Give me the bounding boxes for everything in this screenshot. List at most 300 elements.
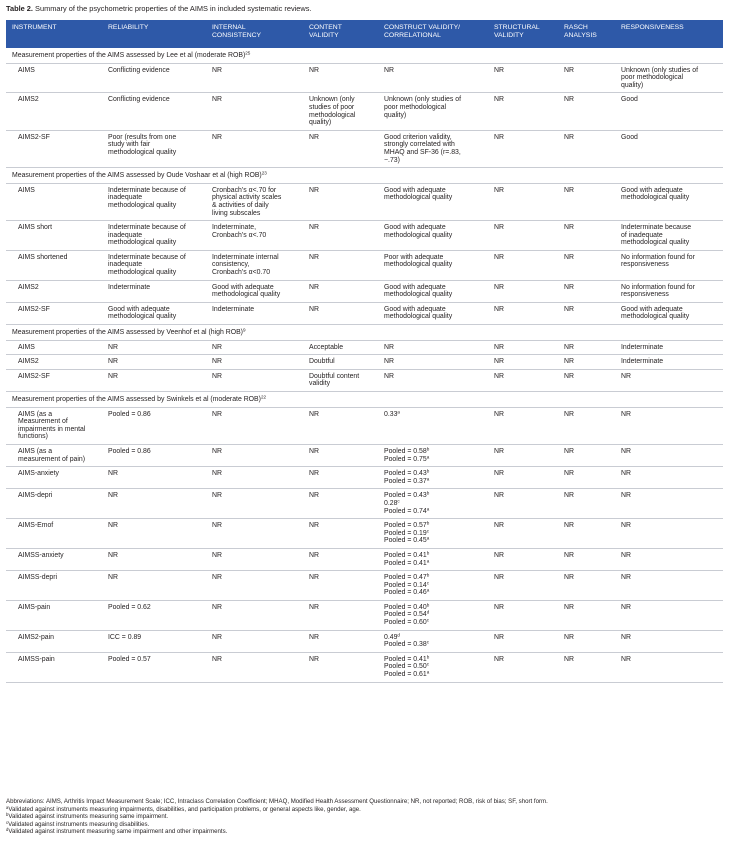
cell-construct-validity — [378, 130, 488, 167]
cell-rasch-analysis — [558, 130, 615, 167]
cell-text: Good — [621, 133, 638, 141]
table-header — [6, 20, 723, 48]
cell-text: NR — [494, 186, 504, 194]
cell-text: AIMS — [18, 343, 35, 351]
correlation-value: Pooled = 0.60 — [384, 619, 427, 627]
footnote-mark: a — [6, 804, 9, 810]
cell-text: NR — [621, 551, 631, 559]
cell-content-validity — [303, 489, 378, 519]
correlation-value: 0.28 — [384, 499, 398, 507]
table-row — [6, 302, 723, 324]
cell-text: NR — [212, 655, 222, 663]
cell-reliability — [102, 630, 206, 652]
cell-text: AIMSS-depri — [18, 574, 58, 582]
cell-construct-validity — [378, 467, 488, 489]
cell-responsiveness — [615, 340, 723, 355]
cell-text: NR — [564, 66, 574, 74]
section-title-cell — [6, 168, 723, 184]
cell-instrument — [6, 93, 102, 130]
cell-structural-validity — [488, 600, 558, 630]
correlation-value-line — [384, 456, 482, 464]
cell-text: NR — [212, 343, 222, 351]
cell-instrument — [6, 130, 102, 167]
table-row — [6, 652, 723, 682]
cell-instrument — [6, 63, 102, 93]
cell-text: NR — [564, 133, 574, 141]
cell-internal-consistency — [206, 571, 303, 601]
cell-text: Unknown (only studies of poor methodological quality) — [384, 96, 461, 119]
correlation-value: Pooled = 0.43 — [384, 492, 427, 500]
footnote-marker: b — [426, 490, 430, 496]
cell-instrument — [6, 519, 102, 549]
footnote-text: Validated against instruments measuring impairments, disabilities, and participation problems, or general aspects like, gender, age. — [8, 805, 361, 813]
cell-rasch-analysis — [558, 519, 615, 549]
cell-text: NR — [494, 551, 504, 559]
cell-text: AIMS — [18, 186, 35, 194]
cell-rasch-analysis — [558, 467, 615, 489]
table-row — [6, 130, 723, 167]
correlation-value: Pooled = 0.43 — [384, 470, 427, 478]
cell-text: NR — [494, 492, 504, 500]
cell-content-validity — [303, 183, 378, 220]
cell-text: NR — [494, 96, 504, 104]
cell-instrument — [6, 407, 102, 444]
section-header-row — [6, 392, 723, 408]
table-row — [6, 467, 723, 489]
cell-instrument — [6, 183, 102, 220]
section-title: Measurement properties of the AIMS assessed by Veenhof et al (high ROB) — [12, 329, 243, 337]
cell-reliability — [102, 280, 206, 302]
cell-text: NR — [108, 343, 118, 351]
header-instrument: INSTRUMENT — [6, 20, 102, 48]
correlation-value: Pooled = 0.41 — [384, 655, 427, 663]
cell-construct-validity — [378, 183, 488, 220]
correlation-value: Pooled = 0.46 — [384, 589, 427, 597]
cell-text: Indeterminate — [621, 343, 664, 351]
footnote-marker: c — [426, 639, 430, 645]
correlation-value: 0.33 — [384, 410, 398, 418]
cell-text: NR — [564, 492, 574, 500]
cell-text: Conflicting evidence — [108, 96, 170, 104]
cell-reliability — [102, 93, 206, 130]
table-row — [6, 571, 723, 601]
cell-reliability — [102, 250, 206, 280]
correlation-value-line — [384, 641, 482, 649]
cell-text: AIMS2 — [18, 358, 39, 366]
cell-text: Cronbach’s α<.70 for physical activity scales & activities of daily living subscales — [212, 186, 282, 217]
cell-text: AIMS2-SF — [18, 372, 50, 380]
cell-content-validity — [303, 221, 378, 251]
cell-text: AIMS shortened — [18, 253, 68, 261]
footnote-marker: a — [426, 535, 430, 541]
cell-text: NR — [309, 447, 319, 455]
cell-responsiveness — [615, 548, 723, 570]
cell-structural-validity — [488, 630, 558, 652]
cell-text: Indeterminate because of inadequate methodological quality — [108, 253, 186, 277]
correlation-value-line — [384, 522, 482, 530]
correlation-value: 0.49 — [384, 633, 398, 641]
cell-structural-validity — [488, 302, 558, 324]
cell-text: NR — [564, 655, 574, 663]
cell-text: NR — [564, 96, 574, 104]
cell-text: NR — [212, 372, 222, 380]
cell-instrument — [6, 444, 102, 466]
section-title-cell — [6, 392, 723, 408]
cell-text: Pooled = 0.86 — [108, 447, 151, 455]
cell-text: AIMS — [18, 66, 35, 74]
cell-responsiveness — [615, 467, 723, 489]
cell-responsiveness — [615, 444, 723, 466]
cell-internal-consistency — [206, 444, 303, 466]
cell-text: NR — [564, 186, 574, 194]
cell-text: Indeterminate, Cronbach’s α<.70 — [212, 224, 267, 239]
cell-construct-validity — [378, 652, 488, 682]
cell-reliability — [102, 183, 206, 220]
table-row — [6, 444, 723, 466]
correlation-value-line — [384, 671, 482, 679]
cell-rasch-analysis — [558, 369, 615, 391]
footnote-mark: c — [6, 819, 9, 825]
section-title: Measurement properties of the AIMS assessed by Swinkels et al (moderate ROB) — [12, 396, 261, 403]
correlation-value-line — [384, 508, 482, 516]
cell-internal-consistency — [206, 340, 303, 355]
header-rasch-analysis: RASCH ANALYSIS — [558, 20, 615, 48]
cell-text: NR — [564, 551, 574, 559]
cell-text: NR — [494, 410, 504, 418]
footnote-marker: a — [426, 476, 430, 482]
cell-text: Unknown (only studies of poor methodological quality) — [621, 66, 698, 89]
cell-text: NR — [621, 574, 631, 582]
cell-text: NR — [309, 574, 319, 582]
cell-text: NR — [309, 551, 319, 559]
cell-rasch-analysis — [558, 548, 615, 570]
footnote-marker: a — [426, 587, 430, 593]
cell-instrument — [6, 221, 102, 251]
cell-responsiveness — [615, 489, 723, 519]
cell-construct-validity — [378, 280, 488, 302]
cell-internal-consistency — [206, 130, 303, 167]
cell-content-validity — [303, 63, 378, 93]
cell-construct-validity — [378, 489, 488, 519]
cell-text: NR — [621, 470, 631, 478]
table-row — [6, 183, 723, 220]
table-row — [6, 369, 723, 391]
footnote-marker: a — [426, 558, 430, 563]
footnote-text: Validated against instrument measuring same impairment and other impairments. — [8, 828, 228, 836]
cell-text: NR — [494, 224, 504, 232]
cell-instrument — [6, 280, 102, 302]
cell-construct-validity — [378, 548, 488, 570]
cell-reliability — [102, 355, 206, 370]
correlation-value-line — [384, 537, 482, 545]
correlation-value: Pooled = 0.57 — [384, 522, 427, 530]
cell-text: AIMS2 — [18, 96, 39, 104]
footnote-marker: b — [426, 602, 430, 608]
cell-rasch-analysis — [558, 489, 615, 519]
cell-text: NR — [384, 372, 394, 380]
cell-text: NR — [621, 603, 631, 611]
table-row — [6, 600, 723, 630]
cell-content-validity — [303, 280, 378, 302]
footnote-marker: c — [426, 617, 430, 623]
cell-text: Doubtful — [309, 358, 335, 366]
correlation-value-line — [384, 560, 482, 568]
cell-text: NR — [212, 603, 222, 611]
cell-text: NR — [212, 633, 222, 641]
correlation-value-line — [384, 663, 482, 671]
cell-structural-validity — [488, 548, 558, 570]
cell-responsiveness — [615, 302, 723, 324]
cell-text: Indeterminate because of inadequate methodological quality — [108, 224, 186, 247]
cell-text: AIMS-depri — [18, 492, 53, 500]
cell-structural-validity — [488, 93, 558, 130]
cell-text: Pooled = 0.57 — [108, 655, 151, 663]
cell-content-validity — [303, 467, 378, 489]
section-title-cell — [6, 325, 723, 341]
cell-rasch-analysis — [558, 355, 615, 370]
cell-instrument — [6, 302, 102, 324]
table-row — [6, 519, 723, 549]
cell-text: NR — [564, 343, 574, 351]
cell-text: Indeterminate because of inadequate methodological quality — [621, 224, 692, 247]
cell-content-validity — [303, 600, 378, 630]
table-caption — [6, 4, 311, 14]
cell-text: NR — [108, 574, 118, 582]
cell-text: NR — [108, 372, 118, 380]
cell-text: Poor with adequate methodological quality — [384, 253, 453, 269]
cell-text: NR — [494, 447, 504, 455]
header-responsiveness: RESPONSIVENESS — [615, 20, 723, 48]
cell-text: Indeterminate because of inadequate methodological quality — [108, 186, 186, 209]
cell-instrument — [6, 489, 102, 519]
footnote-marker: b — [426, 520, 430, 526]
section-reference: 23 — [261, 170, 267, 176]
cell-text: AIMS2-SF — [18, 133, 50, 141]
cell-construct-validity — [378, 250, 488, 280]
cell-text: NR — [621, 372, 631, 380]
table-body — [6, 48, 723, 682]
cell-internal-consistency — [206, 302, 303, 324]
cell-text: NR — [212, 470, 222, 478]
cell-rasch-analysis — [558, 600, 615, 630]
correlation-value: Pooled = 0.37 — [384, 477, 427, 485]
cell-rasch-analysis — [558, 302, 615, 324]
cell-construct-validity — [378, 221, 488, 251]
cell-internal-consistency — [206, 548, 303, 570]
cell-text: Indeterminate — [108, 283, 151, 291]
cell-text: AIMS2-SF — [18, 305, 50, 313]
cell-content-validity — [303, 93, 378, 130]
cell-structural-validity — [488, 280, 558, 302]
cell-text: NR — [309, 655, 319, 663]
cell-text: AIMSS-pain — [18, 655, 55, 663]
cell-text: NR — [108, 470, 118, 478]
cell-responsiveness — [615, 571, 723, 601]
cell-internal-consistency — [206, 369, 303, 391]
cell-text: NR — [212, 133, 222, 141]
cell-construct-validity — [378, 519, 488, 549]
cell-text: NR — [212, 410, 222, 418]
footnote-marker: d — [426, 609, 430, 615]
cell-responsiveness — [615, 630, 723, 652]
cell-text: NR — [309, 492, 319, 500]
cell-text: NR — [309, 133, 319, 141]
cell-text: NR — [494, 655, 504, 663]
correlation-value: Pooled = 0.50 — [384, 663, 427, 671]
cell-internal-consistency — [206, 652, 303, 682]
cell-text: AIMS (as a Measurement of impairments in mental functions) — [18, 410, 86, 441]
cell-text: NR — [384, 66, 394, 74]
table-row — [6, 280, 723, 302]
cell-text: NR — [309, 633, 319, 641]
cell-text: Good with adequate methodological quality — [108, 305, 177, 321]
cell-responsiveness — [615, 407, 723, 444]
correlation-value: Pooled = 0.58 — [384, 447, 427, 455]
cell-responsiveness — [615, 280, 723, 302]
header-construct-validity: CONSTRUCT VALIDITY/ CORRELATIONAL — [378, 20, 488, 48]
correlation-value-line — [384, 448, 482, 456]
cell-reliability — [102, 369, 206, 391]
header-reliability: RELIABILITY — [102, 20, 206, 48]
cell-text: Good criterion validity, strongly correlated with MHAQ and SF-36 (r=.83, −.73) — [384, 133, 461, 164]
cell-reliability — [102, 571, 206, 601]
psychometric-properties-table — [6, 20, 723, 683]
section-header-row — [6, 325, 723, 341]
cell-instrument — [6, 250, 102, 280]
correlation-value-line — [384, 500, 482, 508]
cell-text: NR — [309, 224, 319, 232]
cell-text: NR — [108, 551, 118, 559]
cell-text: NR — [494, 633, 504, 641]
cell-internal-consistency — [206, 221, 303, 251]
correlation-value: Pooled = 0.40 — [384, 603, 427, 611]
cell-structural-validity — [488, 183, 558, 220]
cell-internal-consistency — [206, 600, 303, 630]
correlation-value: Pooled = 0.45 — [384, 537, 427, 545]
cell-structural-validity — [488, 467, 558, 489]
cell-text: NR — [494, 283, 504, 291]
cell-instrument — [6, 600, 102, 630]
cell-structural-validity — [488, 444, 558, 466]
cell-structural-validity — [488, 519, 558, 549]
cell-text: NR — [621, 447, 631, 455]
header-internal-consistency: INTERNAL CONSISTENCY — [206, 20, 303, 48]
cell-construct-validity — [378, 571, 488, 601]
cell-responsiveness — [615, 652, 723, 682]
cell-content-validity — [303, 519, 378, 549]
cell-text: Poor (results from one study with fair methodological quality — [108, 133, 177, 156]
cell-content-validity — [303, 369, 378, 391]
cell-structural-validity — [488, 652, 558, 682]
footnote-marker: c — [426, 661, 430, 667]
cell-text: NR — [212, 551, 222, 559]
cell-responsiveness — [615, 221, 723, 251]
cell-rasch-analysis — [558, 221, 615, 251]
correlation-value: Pooled = 0.38 — [384, 641, 427, 649]
cell-text: NR — [309, 305, 319, 313]
cell-instrument — [6, 652, 102, 682]
footnote-marker: b — [426, 654, 430, 660]
cell-text: NR — [108, 522, 118, 530]
cell-text: AIMSS-anxiety — [18, 551, 64, 559]
cell-text: NR — [564, 470, 574, 478]
cell-structural-validity — [488, 250, 558, 280]
cell-instrument — [6, 571, 102, 601]
cell-construct-validity — [378, 340, 488, 355]
cell-text: Acceptable — [309, 343, 344, 351]
cell-text: NR — [621, 492, 631, 500]
table-row — [6, 407, 723, 444]
cell-text: NR — [494, 470, 504, 478]
cell-text: NR — [564, 603, 574, 611]
cell-text: NR — [309, 283, 319, 291]
cell-reliability — [102, 652, 206, 682]
footnote — [6, 813, 723, 821]
cell-text: NR — [621, 410, 631, 418]
cell-responsiveness — [615, 519, 723, 549]
table-row — [6, 221, 723, 251]
cell-text: AIMS-pain — [18, 603, 51, 611]
section-title: Measurement properties of the AIMS assessed by Oude Voshaar et al (high ROB) — [12, 172, 262, 180]
cell-structural-validity — [488, 407, 558, 444]
cell-text: Good with adequate methodological quality — [621, 305, 690, 321]
cell-construct-validity — [378, 93, 488, 130]
cell-responsiveness — [615, 183, 723, 220]
cell-text: AIMS (as a measurement of pain) — [18, 447, 86, 463]
cell-text: NR — [494, 574, 504, 582]
cell-text: NR — [621, 655, 631, 663]
cell-text: NR — [309, 410, 319, 418]
footnote-marker: c — [397, 498, 400, 504]
cell-internal-consistency — [206, 280, 303, 302]
cell-text: Pooled = 0.62 — [108, 603, 151, 611]
cell-responsiveness — [615, 369, 723, 391]
cell-text: NR — [621, 633, 631, 641]
cell-text: NR — [212, 358, 222, 366]
cell-text: Unknown (only studies of poor methodological quality) — [309, 96, 356, 127]
correlation-value-line — [384, 470, 482, 478]
footnote — [6, 828, 723, 836]
footnote-marker: b — [426, 572, 430, 578]
cell-reliability — [102, 130, 206, 167]
footnote-marker: b — [426, 468, 430, 474]
footnote-marker: b — [426, 550, 430, 556]
cell-reliability — [102, 302, 206, 324]
cell-structural-validity — [488, 221, 558, 251]
cell-content-validity — [303, 130, 378, 167]
cell-instrument — [6, 369, 102, 391]
cell-instrument — [6, 467, 102, 489]
footnote-marker: a — [426, 454, 430, 460]
cell-text: Good with adequate methodological quality — [384, 186, 453, 202]
footnote-mark: b — [6, 812, 9, 818]
cell-rasch-analysis — [558, 93, 615, 130]
cell-reliability — [102, 407, 206, 444]
cell-text: NR — [384, 358, 394, 366]
cell-construct-validity — [378, 369, 488, 391]
cell-text: Doubtful content validity — [309, 372, 360, 388]
cell-text: NR — [494, 253, 504, 261]
cell-instrument — [6, 355, 102, 370]
cell-text: NR — [309, 603, 319, 611]
cell-structural-validity — [488, 355, 558, 370]
cell-text: NR — [309, 66, 319, 74]
cell-text: NR — [212, 447, 222, 455]
correlation-value: Pooled = 0.47 — [384, 574, 427, 582]
cell-text: NR — [494, 372, 504, 380]
cell-text: NR — [108, 358, 118, 366]
table-row — [6, 489, 723, 519]
